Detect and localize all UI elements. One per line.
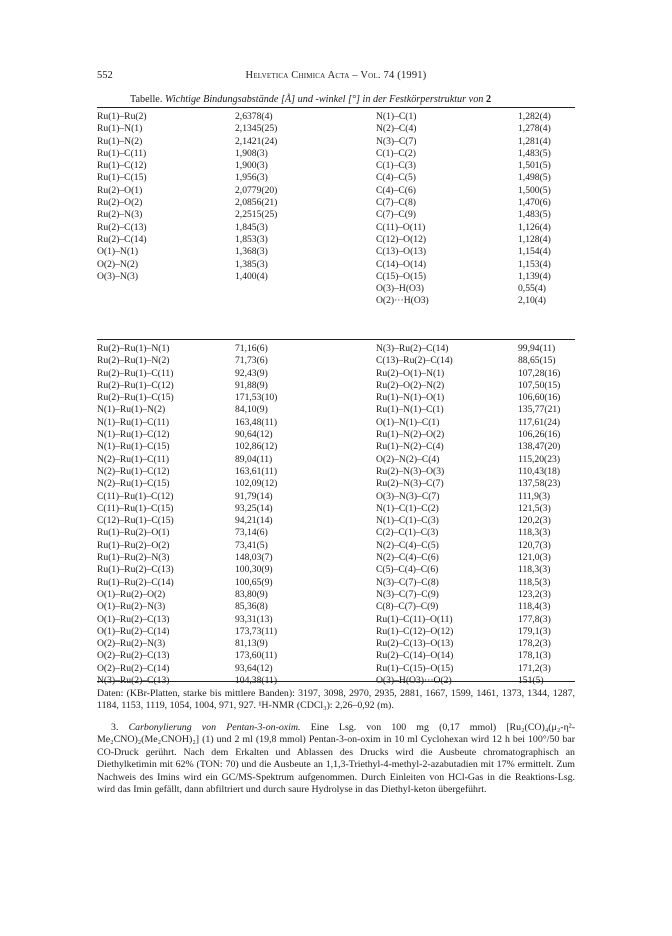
bond-right: C(1)–C(3) xyxy=(376,160,416,172)
value-left: 83,80(9) xyxy=(235,588,268,600)
bond-left: Ru(1)–Ru(2) xyxy=(97,111,147,122)
bond-left: Ru(1)–N(2) xyxy=(97,135,143,147)
bond-right: Ru(1)–C(15)–O(15) xyxy=(376,662,454,674)
table-middle-rule xyxy=(97,339,575,340)
table-row xyxy=(97,197,575,209)
value-left: 89,04(11) xyxy=(235,453,273,465)
value-right: 107,50(15) xyxy=(518,379,561,391)
table-row xyxy=(97,454,575,466)
value-right: 121,0(3) xyxy=(518,552,551,564)
value-left: 1,956(3) xyxy=(235,172,268,184)
value-left: 171,53(10) xyxy=(235,392,278,404)
value-left: 100,30(9) xyxy=(235,564,273,576)
value-right: 123,2(3) xyxy=(518,588,551,600)
bond-left: O(2)–N(2) xyxy=(97,258,139,270)
bond-left: Ru(2)–O(2) xyxy=(97,197,143,209)
value-left: 84,10(9) xyxy=(235,404,268,416)
table-row xyxy=(97,209,575,221)
bond-right: C(13)–Ru(2)–C(14) xyxy=(376,355,453,367)
value-right: 1,126(4) xyxy=(518,221,551,233)
bond-left: N(1)–Ru(1)–C(11) xyxy=(97,416,170,428)
value-right: 1,278(4) xyxy=(518,123,551,135)
value-right: 1,498(5) xyxy=(518,172,551,184)
value-left: 1,853(3) xyxy=(235,233,268,245)
value-right: 1,501(5) xyxy=(518,160,551,172)
table-row xyxy=(97,234,575,246)
value-right: 1,153(4) xyxy=(518,258,551,270)
table-row xyxy=(97,638,575,650)
bond-right: O(2)···H(O3) xyxy=(376,295,429,307)
value-left: 2,0779(20) xyxy=(235,184,278,196)
bond-left: O(1)–N(1) xyxy=(97,246,139,258)
table-row xyxy=(97,589,575,601)
bond-left: O(1)–Ru(2)–N(3) xyxy=(97,601,166,613)
table-row xyxy=(97,515,575,527)
bond-left: O(3)–N(3) xyxy=(97,270,139,282)
table-row xyxy=(97,429,575,441)
bond-right: O(1)–N(1)–C(1) xyxy=(376,416,440,428)
value-right: 1,500(5) xyxy=(518,184,551,196)
bond-left: N(1)–Ru(1)–C(15) xyxy=(97,441,170,453)
bond-left: Ru(2)–C(14) xyxy=(97,233,147,245)
table-row xyxy=(97,527,575,539)
value-right: 135,77(21) xyxy=(518,404,561,416)
table-row xyxy=(97,626,575,638)
value-left: 73,14(6) xyxy=(235,527,268,539)
value-left: 1,900(3) xyxy=(235,160,268,172)
value-right: 2,10(4) xyxy=(518,295,546,307)
table-top-rule xyxy=(97,107,575,108)
table-bottom-rule xyxy=(97,681,575,682)
table-row xyxy=(97,601,575,613)
value-left: 94,21(14) xyxy=(235,515,273,527)
value-right: 115,20(23) xyxy=(518,453,561,465)
caption-compound: 2 xyxy=(485,94,492,105)
value-right: 120,7(3) xyxy=(518,539,551,551)
bond-left: Ru(2)–Ru(1)–C(12) xyxy=(97,379,174,391)
bond-right: Ru(1)–C(11)–O(11) xyxy=(376,613,453,625)
bond-left: O(1)–Ru(2)–O(2) xyxy=(97,588,166,600)
bond-left: Ru(2)–Ru(1)–C(11) xyxy=(97,367,174,379)
table-row xyxy=(97,123,575,135)
bond-left: Ru(1)–C(15) xyxy=(97,172,147,184)
table-row xyxy=(97,564,575,576)
value-right: 118,5(3) xyxy=(518,576,551,588)
table-row xyxy=(97,614,575,626)
bond-right: Ru(1)–C(12)–O(12) xyxy=(376,625,454,637)
bond-left: O(2)–Ru(2)–C(13) xyxy=(97,650,170,662)
bond-left: Ru(2)–C(13) xyxy=(97,221,147,233)
bond-left: O(2)–Ru(2)–N(3) xyxy=(97,638,166,650)
table-row xyxy=(97,491,575,503)
bond-right: C(14)–O(14) xyxy=(376,258,427,270)
section-paragraph xyxy=(97,722,575,796)
bond-right: N(1)–C(1) xyxy=(376,111,417,122)
table-row xyxy=(97,503,575,515)
bond-right: C(8)–C(7)–C(9) xyxy=(376,601,439,613)
table-row xyxy=(97,283,575,295)
value-right: 178,1(3) xyxy=(518,650,551,662)
bond-right: Ru(1)–N(1)–C(1) xyxy=(376,404,444,416)
value-left: 1,400(4) xyxy=(235,270,268,282)
bond-right: Ru(2)–C(14)–O(14) xyxy=(376,650,454,662)
bond-right: Ru(1)–N(2)–O(2) xyxy=(376,429,445,441)
table-row xyxy=(97,271,575,283)
value-right: 118,4(3) xyxy=(518,601,551,613)
value-left: 163,48(11) xyxy=(235,416,278,428)
bond-right: O(3)–H(O3) xyxy=(376,283,424,295)
bond-right: C(7)–C(8) xyxy=(376,197,416,209)
bond-right: O(3)–N(3)–C(7) xyxy=(376,490,440,502)
section-heading: Carbonylierung von Pentan-3-on-oxim. xyxy=(128,722,301,733)
bond-right: Ru(2)–N(3)–C(7) xyxy=(376,478,444,490)
value-left: 2,1345(25) xyxy=(235,123,278,135)
value-right: 0,55(4) xyxy=(518,283,546,295)
bond-left: N(2)–Ru(1)–C(11) xyxy=(97,453,170,465)
bond-right: C(7)–C(9) xyxy=(376,209,416,221)
table-row xyxy=(97,111,575,123)
value-left: 1,368(3) xyxy=(235,246,268,258)
value-right: 106,60(16) xyxy=(518,392,561,404)
bond-right: C(4)–C(5) xyxy=(376,172,416,184)
bond-right: N(3)–Ru(2)–C(14) xyxy=(376,343,449,354)
table-row xyxy=(97,259,575,271)
bond-left: Ru(2)–N(3) xyxy=(97,209,143,221)
table-row xyxy=(97,295,575,307)
value-left: 81,13(9) xyxy=(235,638,268,650)
value-right: 88,65(15) xyxy=(518,355,556,367)
table-row xyxy=(97,441,575,453)
value-left: 2,2515(25) xyxy=(235,209,278,221)
value-left: 71,73(6) xyxy=(235,355,268,367)
table-row xyxy=(97,160,575,172)
bond-right: C(11)–O(11) xyxy=(376,221,426,233)
bond-left: Ru(2)–Ru(1)–N(1) xyxy=(97,343,170,354)
value-left: 102,09(12) xyxy=(235,478,278,490)
bond-right: C(1)–C(2) xyxy=(376,147,416,159)
distances-table xyxy=(97,111,575,308)
bond-left: Ru(1)–Ru(2)–O(2) xyxy=(97,539,170,551)
table-row xyxy=(97,368,575,380)
journal-title: Helvetica Chimica Acta – Vol. 74 (1991) xyxy=(245,70,427,81)
value-left: 104,38(11) xyxy=(235,675,278,687)
section-number: 3. xyxy=(111,722,119,733)
value-left: 73,41(5) xyxy=(235,539,268,551)
bond-left: N(2)–Ru(1)–C(12) xyxy=(97,465,170,477)
bond-right: N(3)–C(7) xyxy=(376,135,417,147)
table-row xyxy=(97,663,575,675)
table-row xyxy=(97,577,575,589)
value-left: 85,36(8) xyxy=(235,601,268,613)
bond-left: Ru(1)–Ru(2)–N(3) xyxy=(97,552,170,564)
bond-right: N(3)–C(7)–C(9) xyxy=(376,588,439,600)
bond-left: C(11)–Ru(1)–C(12) xyxy=(97,490,174,502)
value-right: 1,128(4) xyxy=(518,233,551,245)
bond-right: O(3)–H(O3)···O(2) xyxy=(376,675,452,687)
value-left: 92,43(9) xyxy=(235,367,268,379)
value-right: 1,483(5) xyxy=(518,209,551,221)
caption-title: Wichtige Bindungsabstände [Å] und -winkel [°] in der Festkörperstruktur von xyxy=(164,94,484,105)
bond-right: C(12)–O(12) xyxy=(376,233,427,245)
bond-right: Ru(1)–N(1)–O(1) xyxy=(376,392,445,404)
value-left: 2,0856(21) xyxy=(235,197,278,209)
value-left: 1,385(3) xyxy=(235,258,268,270)
table-row xyxy=(97,185,575,197)
value-right: 137,58(23) xyxy=(518,478,561,490)
value-right: 151(5) xyxy=(518,675,544,687)
value-left: 1,845(3) xyxy=(235,221,268,233)
bond-right: Ru(2)–N(3)–O(3) xyxy=(376,465,445,477)
value-right: 1,282(4) xyxy=(518,111,551,122)
bond-left: Ru(2)–O(1) xyxy=(97,184,143,196)
bond-right: Ru(1)–N(2)–C(4) xyxy=(376,441,444,453)
value-right: 118,3(3) xyxy=(518,564,551,576)
value-left: 148,03(7) xyxy=(235,552,273,564)
bond-right: N(3)–C(7)–C(8) xyxy=(376,576,439,588)
bond-right: Ru(2)–O(2)–N(2) xyxy=(376,379,445,391)
table-row xyxy=(97,380,575,392)
bond-left: Ru(1)–Ru(2)–O(1) xyxy=(97,527,170,539)
value-left: 163,61(11) xyxy=(235,465,278,477)
bond-right: O(2)–N(2)–C(4) xyxy=(376,453,440,465)
value-left: 2,1421(24) xyxy=(235,135,278,147)
value-right: 1,154(4) xyxy=(518,246,551,258)
value-left: 90,64(12) xyxy=(235,429,273,441)
value-left: 1,908(3) xyxy=(235,147,268,159)
value-left: 91,79(14) xyxy=(235,490,273,502)
table-row xyxy=(97,148,575,160)
value-right: 106,26(16) xyxy=(518,429,561,441)
bond-left: N(1)–Ru(1)–N(2) xyxy=(97,404,166,416)
value-left: 2,6378(4) xyxy=(235,111,273,122)
bond-left: N(1)–Ru(1)–C(12) xyxy=(97,429,170,441)
value-left: 173,60(11) xyxy=(235,650,278,662)
page-number: 552 xyxy=(97,70,113,81)
section-body: Eine Lsg. von 100 mg (0,17 mmol) [Ru₂(CO)₄(μ₂-η²-Me₂CNO)₂(Me₂CNOH)₂] (1) und 2 ml (19,8 mmol) Pentan-3-on-oxim in 10 ml Cyclohexan wird 12 h bei 100°/50 bar CO-Druck gerührt. Nach dem Erkalten und Ablassen des Drucks wird die Ausbeute chromatographisch an Diethylketimin mit 62% (TON: 70) und die Ausbeute an 1,1,3-Triethyl-4-methyl-2-azabutadien mit 17% ermittelt. Zum Nachweis des Imins wird ein GC/MS-Spektrum aufgenommen. Durch Einleiten von HCl-Gas in die Reaktions-Lsg. wird das Imin gefällt, dann abfiltriert und durch saure Hydrolyse in das Diethyl-keton übergeführt. xyxy=(97,722,575,796)
value-right: 121,5(3) xyxy=(518,502,551,514)
value-left: 93,25(14) xyxy=(235,502,273,514)
table-row xyxy=(97,552,575,564)
value-right: 117,61(24) xyxy=(518,416,561,428)
value-right: 1,139(4) xyxy=(518,270,551,282)
value-right: 138,47(20) xyxy=(518,441,561,453)
table-row xyxy=(97,343,575,355)
value-right: 1,483(5) xyxy=(518,147,551,159)
bond-left: Ru(2)–Ru(1)–N(2) xyxy=(97,355,170,367)
bond-right: C(15)–O(15) xyxy=(376,270,427,282)
running-header xyxy=(97,70,575,84)
value-left: 91,88(9) xyxy=(235,379,268,391)
table-row xyxy=(97,404,575,416)
table-row xyxy=(97,466,575,478)
bond-left: Ru(1)–Ru(2)–C(13) xyxy=(97,564,174,576)
angles-table xyxy=(97,343,575,687)
table-row xyxy=(97,355,575,367)
bond-left: O(1)–Ru(2)–C(14) xyxy=(97,625,170,637)
value-right: 99,94(11) xyxy=(518,343,556,354)
value-right: 177,8(3) xyxy=(518,613,551,625)
table-caption xyxy=(130,94,590,105)
bond-right: N(2)–C(4)–C(5) xyxy=(376,539,439,551)
value-right: 107,28(16) xyxy=(518,367,561,379)
bond-right: C(2)–C(1)–C(3) xyxy=(376,527,439,539)
value-right: 1,470(6) xyxy=(518,197,551,209)
bond-left: Ru(1)–Ru(2)–C(14) xyxy=(97,576,174,588)
value-right: 178,2(3) xyxy=(518,638,551,650)
bond-right: C(4)–C(6) xyxy=(376,184,416,196)
bond-left: Ru(1)–C(11) xyxy=(97,147,147,159)
value-right: 118,3(3) xyxy=(518,527,551,539)
ir-data-paragraph: Daten: (KBr-Platten, starke bis mittlere Banden): 3197, 3098, 2970, 2935, 2881, 1667, 1599, 1461, 1373, 1344, 1287, 1184, 1153, 1119, 1054, 1004, 971, 927. ¹H-NMR (CDCl₃): 2,26–0,92 (m). xyxy=(97,688,575,712)
bond-left: O(1)–Ru(2)–C(13) xyxy=(97,613,170,625)
bond-left: N(2)–Ru(1)–C(15) xyxy=(97,478,170,490)
bond-right: C(5)–C(4)–C(6) xyxy=(376,564,439,576)
value-right: 111,9(3) xyxy=(518,490,551,502)
value-left: 100,65(9) xyxy=(235,576,273,588)
bond-right: Ru(2)–O(1)–N(1) xyxy=(376,367,445,379)
table-row xyxy=(97,650,575,662)
table-row xyxy=(97,136,575,148)
bond-right: N(1)–C(1)–C(3) xyxy=(376,515,439,527)
table-row xyxy=(97,246,575,258)
bond-right: N(2)–C(4)–C(6) xyxy=(376,552,439,564)
value-left: 93,31(13) xyxy=(235,613,273,625)
value-right: 179,1(3) xyxy=(518,625,551,637)
table-row xyxy=(97,417,575,429)
value-right: 171,2(3) xyxy=(518,662,551,674)
table-row xyxy=(97,540,575,552)
caption-label: Tabelle. xyxy=(130,94,163,105)
bond-left: Ru(2)–Ru(1)–C(15) xyxy=(97,392,174,404)
table-row xyxy=(97,478,575,490)
value-left: 71,16(6) xyxy=(235,343,268,354)
bond-right: C(13)–O(13) xyxy=(376,246,427,258)
value-left: 173,73(11) xyxy=(235,625,278,637)
value-right: 1,281(4) xyxy=(518,135,551,147)
bond-right: N(2)–C(4) xyxy=(376,123,417,135)
bond-left: O(2)–Ru(2)–C(14) xyxy=(97,662,170,674)
bond-right: N(1)–C(1)–C(2) xyxy=(376,502,439,514)
bond-left: Ru(1)–N(1) xyxy=(97,123,143,135)
table-row xyxy=(97,172,575,184)
value-left: 102,86(12) xyxy=(235,441,278,453)
value-right: 120,2(3) xyxy=(518,515,551,527)
bond-left: C(12)–Ru(1)–C(15) xyxy=(97,515,174,527)
value-right: 110,43(18) xyxy=(518,465,561,477)
table-row xyxy=(97,392,575,404)
bond-right: Ru(2)–C(13)–O(13) xyxy=(376,638,454,650)
bond-left: Ru(1)–C(12) xyxy=(97,160,147,172)
value-left: 93,64(12) xyxy=(235,662,273,674)
bond-left: N(3)–Ru(2)–C(13) xyxy=(97,675,170,687)
bond-left: C(11)–Ru(1)–C(15) xyxy=(97,502,174,514)
table-row xyxy=(97,222,575,234)
